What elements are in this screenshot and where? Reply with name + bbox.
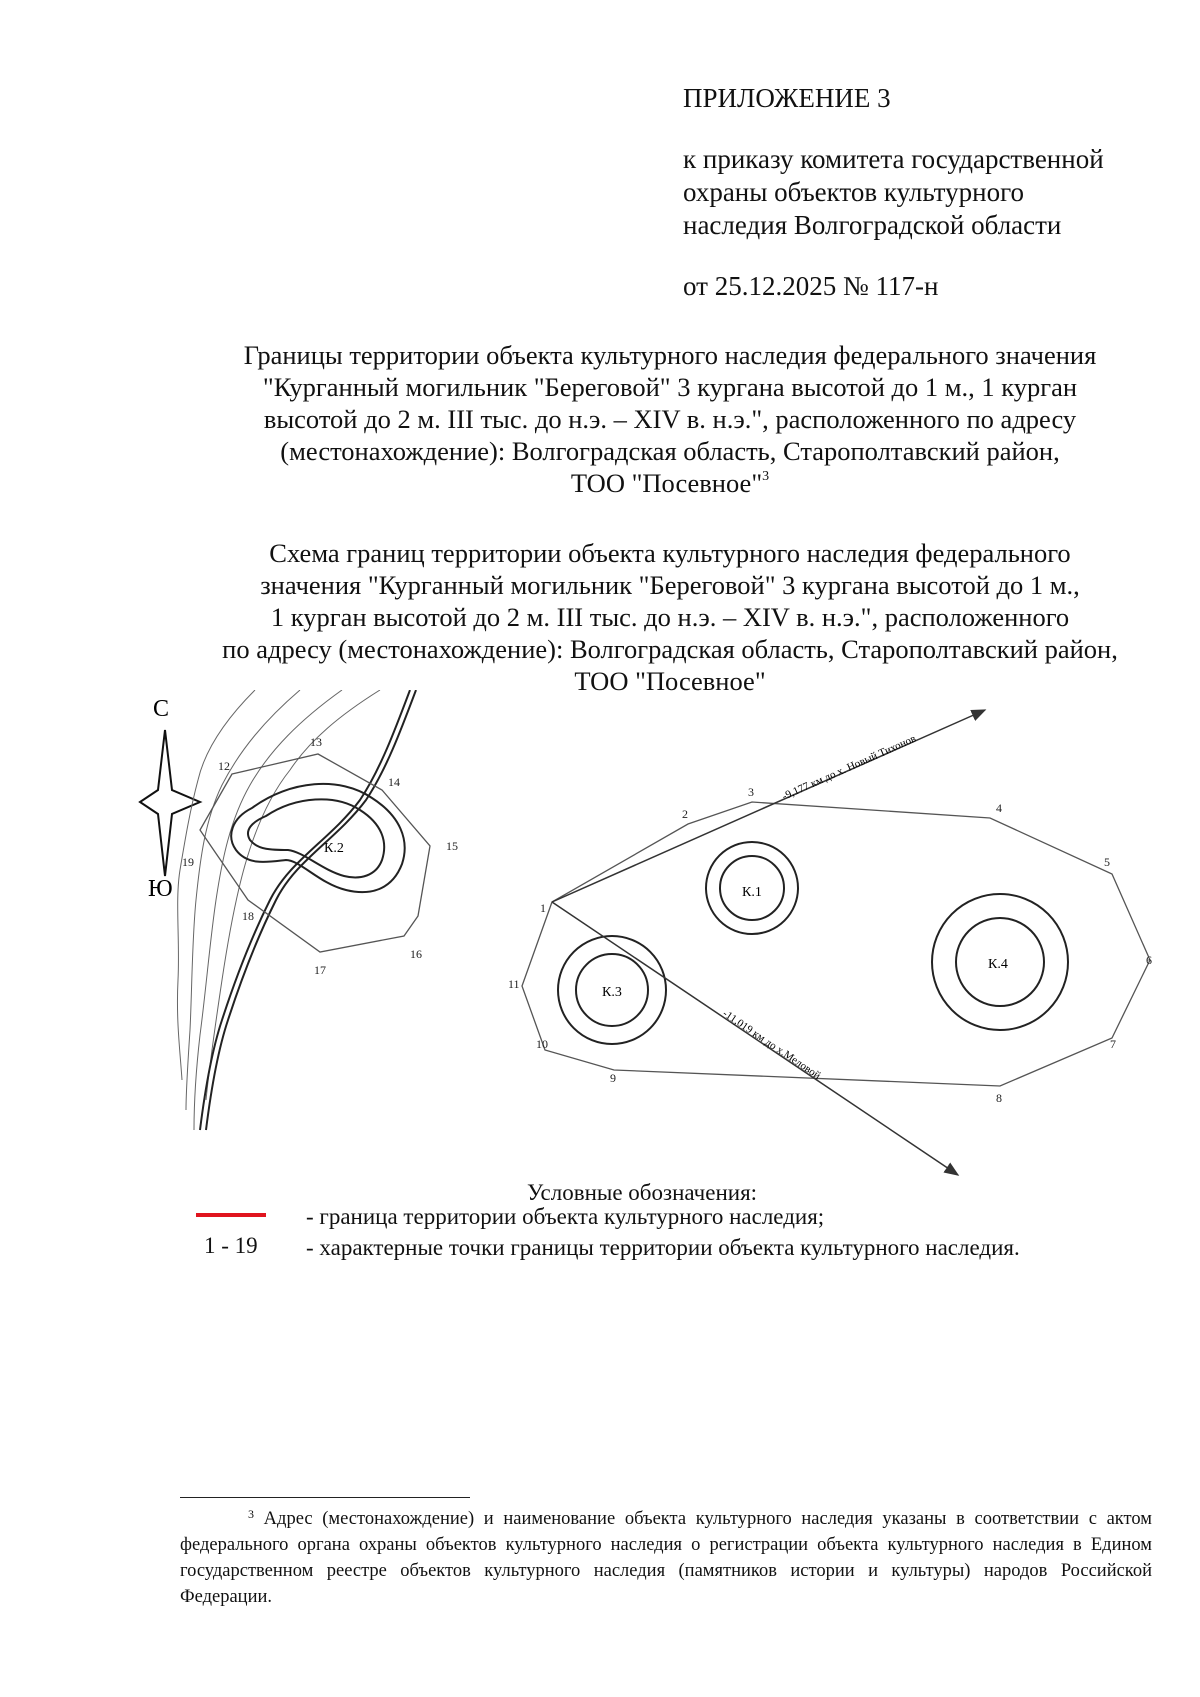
point-label: 3 — [748, 785, 754, 799]
point-label: 4 — [996, 801, 1002, 815]
point-label: 7 — [1110, 1037, 1116, 1051]
heading-line: Схема границ территории объекта культурного наследия федерального — [269, 538, 1071, 568]
distance-label-novy-tikhonov: -9,177 км до х. Новый Тихонов — [780, 732, 918, 803]
heading-last-line: ТОО "Посевное" — [570, 468, 763, 498]
heading-line: по адресу (местонахождение): Волгоградская область, Старополтавский район, — [222, 634, 1118, 664]
footnote-separator — [180, 1497, 470, 1498]
terrain-contours — [177, 690, 380, 1130]
compass-north-label: С — [153, 696, 170, 722]
point-label: 12 — [218, 759, 230, 773]
scheme-heading — [150, 537, 1190, 697]
kurgan-k2-inner — [248, 799, 384, 877]
point-label: 15 — [446, 839, 458, 853]
heading-line: "Курганный могильник "Береговой" 3 кургана высотой до 1 м., 1 курган — [262, 372, 1078, 402]
boundary-scheme-map — [0, 690, 1200, 1180]
point-label: 11 — [508, 977, 520, 991]
point-label: 6 — [1146, 953, 1152, 967]
legend-points-range: 1 - 19 — [204, 1233, 258, 1258]
right-territory — [508, 710, 1152, 1175]
appendix-header — [683, 82, 1153, 303]
order-line: к приказу комитета государственной — [683, 144, 1104, 174]
footnote-reference[interactable]: 3 — [762, 469, 770, 484]
point-label: 2 — [682, 807, 688, 821]
point-label: 14 — [388, 775, 400, 789]
left-territory — [182, 735, 458, 977]
point-label: 9 — [610, 1071, 616, 1085]
legend-title: Условные обозначения: — [527, 1180, 758, 1205]
footnote-text: Адрес (местонахождение) и наименование объекта культурного наследия указаны в соответствии с актом федерального органа охраны объектов культурного наследия о регистрации объекта культурного наследия в Едином государственном реестре объектов культурного наследия (памятников истории и культуры) народов Российской Федерации. — [180, 1509, 1152, 1607]
appendix-title: ПРИЛОЖЕНИЕ 3 — [683, 83, 891, 113]
point-label: 10 — [536, 1037, 548, 1051]
legend-points-text: - характерные точки границы территории объекта культурного наследия. — [306, 1235, 1020, 1260]
footnote — [180, 1506, 1152, 1610]
order-line: охраны объектов культурного — [683, 177, 1024, 207]
point-label: 18 — [242, 909, 254, 923]
point-label: 5 — [1104, 855, 1110, 869]
contour-line — [186, 690, 300, 1110]
kurgan-k2-label: К.2 — [324, 841, 344, 856]
compass-rose — [140, 696, 200, 902]
heading-line: Границы территории объекта культурного наследия федерального значения — [243, 340, 1097, 370]
map-legend — [0, 1180, 1200, 1270]
point-label: 16 — [410, 947, 422, 961]
road-edge — [200, 690, 410, 1130]
distance-label-melovoy: -11,019 км до х.Меловой — [720, 1007, 823, 1083]
point-label: 8 — [996, 1091, 1002, 1105]
contour-line — [206, 690, 380, 1100]
compass-south-label: Ю — [148, 876, 173, 902]
order-reference — [683, 143, 1153, 242]
heading-line: высотой до 2 м. III тыс. до н.э. – XIV в. н.э.", расположенного по адресу — [263, 404, 1077, 434]
kurgan-k3-label: К.3 — [602, 985, 622, 1000]
boundary-line-symbol — [196, 1213, 266, 1217]
heading-line: (местонахождение): Волгоградская область, Старополтавский район, — [280, 436, 1060, 466]
order-date: от 25.12.2025 № 117-н — [683, 271, 939, 301]
point-label: 17 — [314, 963, 326, 977]
point-label: 1 — [540, 901, 546, 915]
heading-line: значения "Курганный могильник "Береговой" 3 кургана высотой до 1 м., — [260, 570, 1080, 600]
heading-line — [150, 467, 1190, 499]
territory-boundaries-heading — [150, 339, 1190, 499]
heading-line: 1 курган высотой до 2 м. III тыс. до н.э. – XIV в. н.э.", расположенного — [270, 602, 1070, 632]
kurgan-k4-label: К.4 — [988, 957, 1008, 972]
legend-boundary-text: - граница территории объекта культурного наследия; — [306, 1204, 825, 1229]
heading-line: ТОО "Посевное" — [574, 666, 766, 696]
order-line: наследия Волгоградской области — [683, 210, 1062, 240]
direction-arrow-novy-tikhonov — [552, 710, 985, 902]
footnote-mark: 3 — [248, 1507, 254, 1521]
kurgan-k1-label: К.1 — [742, 885, 762, 900]
point-label: 19 — [182, 855, 194, 869]
point-label: 13 — [310, 735, 322, 749]
